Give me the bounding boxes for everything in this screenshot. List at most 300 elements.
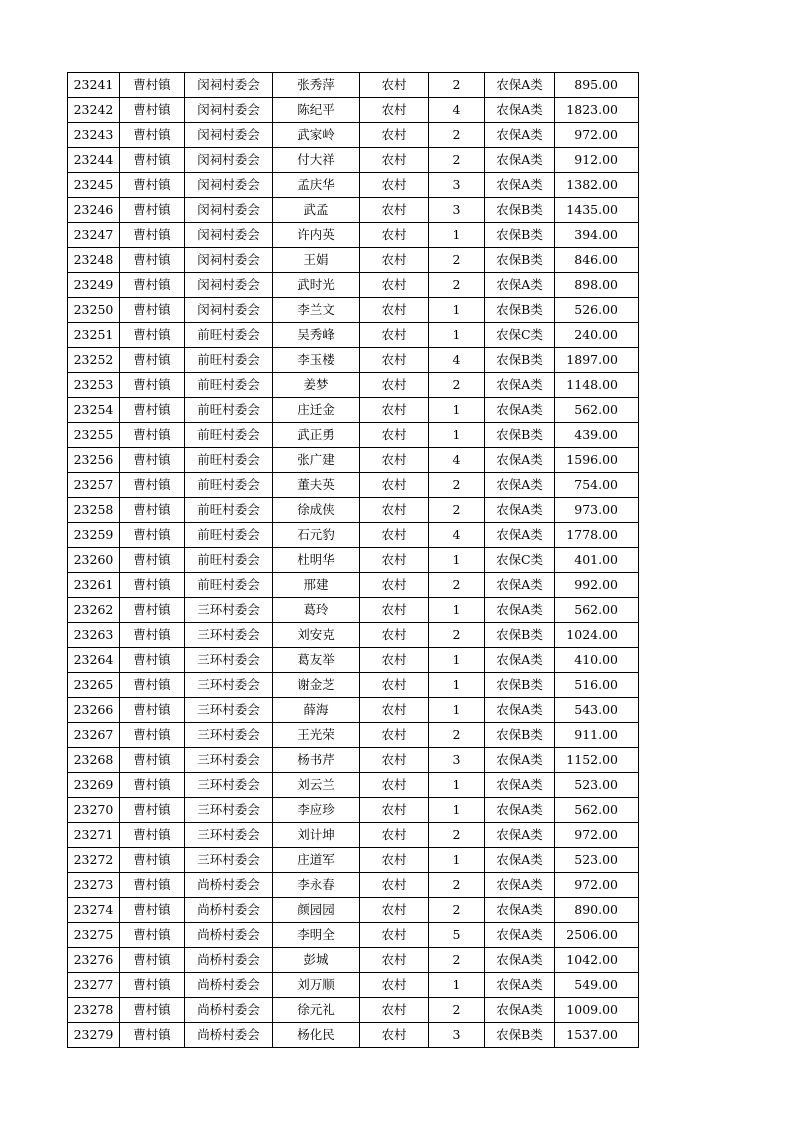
category-cell: 农保A类 bbox=[485, 98, 555, 123]
amount-cell: 549.00 bbox=[555, 973, 639, 998]
category-cell: 农保A类 bbox=[485, 123, 555, 148]
amount-cell: 972.00 bbox=[555, 873, 639, 898]
count-cell: 1 bbox=[429, 223, 485, 248]
residence-cell: 农村 bbox=[360, 798, 429, 823]
name-cell: 武时光 bbox=[273, 273, 360, 298]
category-cell: 农保A类 bbox=[485, 748, 555, 773]
name-cell: 杨书芹 bbox=[273, 748, 360, 773]
count-cell: 1 bbox=[429, 673, 485, 698]
town-cell: 曹村镇 bbox=[120, 548, 185, 573]
residence-cell: 农村 bbox=[360, 498, 429, 523]
amount-cell: 898.00 bbox=[555, 273, 639, 298]
village-cell: 闵祠村委会 bbox=[185, 98, 273, 123]
serial-cell: 23249 bbox=[68, 273, 120, 298]
amount-cell: 1778.00 bbox=[555, 523, 639, 548]
table-row bbox=[68, 198, 639, 223]
town-cell: 曹村镇 bbox=[120, 798, 185, 823]
residence-cell: 农村 bbox=[360, 573, 429, 598]
amount-cell: 394.00 bbox=[555, 223, 639, 248]
table-row bbox=[68, 1023, 639, 1048]
town-cell: 曹村镇 bbox=[120, 623, 185, 648]
town-cell: 曹村镇 bbox=[120, 723, 185, 748]
residence-cell: 农村 bbox=[360, 748, 429, 773]
category-cell: 农保A类 bbox=[485, 498, 555, 523]
table-row bbox=[68, 598, 639, 623]
residence-cell: 农村 bbox=[360, 523, 429, 548]
serial-cell: 23245 bbox=[68, 173, 120, 198]
name-cell: 徐元礼 bbox=[273, 998, 360, 1023]
category-cell: 农保B类 bbox=[485, 423, 555, 448]
category-cell: 农保A类 bbox=[485, 173, 555, 198]
count-cell: 1 bbox=[429, 423, 485, 448]
residence-cell: 农村 bbox=[360, 698, 429, 723]
amount-cell: 2506.00 bbox=[555, 923, 639, 948]
count-cell: 3 bbox=[429, 748, 485, 773]
table-row bbox=[68, 73, 639, 98]
category-cell: 农保B类 bbox=[485, 723, 555, 748]
name-cell: 张秀萍 bbox=[273, 73, 360, 98]
count-cell: 2 bbox=[429, 123, 485, 148]
amount-cell: 912.00 bbox=[555, 148, 639, 173]
count-cell: 2 bbox=[429, 248, 485, 273]
category-cell: 农保C类 bbox=[485, 548, 555, 573]
table-row bbox=[68, 398, 639, 423]
residence-cell: 农村 bbox=[360, 223, 429, 248]
name-cell: 庄迁金 bbox=[273, 398, 360, 423]
amount-cell: 1042.00 bbox=[555, 948, 639, 973]
count-cell: 1 bbox=[429, 323, 485, 348]
village-cell: 尚桥村委会 bbox=[185, 1023, 273, 1048]
town-cell: 曹村镇 bbox=[120, 923, 185, 948]
amount-cell: 1596.00 bbox=[555, 448, 639, 473]
name-cell: 王娟 bbox=[273, 248, 360, 273]
count-cell: 1 bbox=[429, 798, 485, 823]
residence-cell: 农村 bbox=[360, 248, 429, 273]
table-row bbox=[68, 548, 639, 573]
residence-cell: 农村 bbox=[360, 123, 429, 148]
serial-cell: 23242 bbox=[68, 98, 120, 123]
count-cell: 4 bbox=[429, 348, 485, 373]
village-cell: 尚桥村委会 bbox=[185, 898, 273, 923]
category-cell: 农保A类 bbox=[485, 398, 555, 423]
town-cell: 曹村镇 bbox=[120, 123, 185, 148]
table-row bbox=[68, 348, 639, 373]
village-cell: 三环村委会 bbox=[185, 748, 273, 773]
town-cell: 曹村镇 bbox=[120, 698, 185, 723]
town-cell: 曹村镇 bbox=[120, 598, 185, 623]
town-cell: 曹村镇 bbox=[120, 473, 185, 498]
village-cell: 前旺村委会 bbox=[185, 323, 273, 348]
amount-cell: 240.00 bbox=[555, 323, 639, 348]
name-cell: 庄道军 bbox=[273, 848, 360, 873]
category-cell: 农保B类 bbox=[485, 623, 555, 648]
name-cell: 李明全 bbox=[273, 923, 360, 948]
town-cell: 曹村镇 bbox=[120, 948, 185, 973]
residence-cell: 农村 bbox=[360, 773, 429, 798]
residence-cell: 农村 bbox=[360, 898, 429, 923]
category-cell: 农保A类 bbox=[485, 698, 555, 723]
name-cell: 谢金芝 bbox=[273, 673, 360, 698]
table-row bbox=[68, 873, 639, 898]
residence-cell: 农村 bbox=[360, 873, 429, 898]
table-row bbox=[68, 948, 639, 973]
town-cell: 曹村镇 bbox=[120, 298, 185, 323]
amount-cell: 410.00 bbox=[555, 648, 639, 673]
village-cell: 前旺村委会 bbox=[185, 548, 273, 573]
category-cell: 农保B类 bbox=[485, 673, 555, 698]
town-cell: 曹村镇 bbox=[120, 648, 185, 673]
count-cell: 2 bbox=[429, 623, 485, 648]
count-cell: 2 bbox=[429, 498, 485, 523]
name-cell: 陈纪平 bbox=[273, 98, 360, 123]
town-cell: 曹村镇 bbox=[120, 748, 185, 773]
table-row bbox=[68, 523, 639, 548]
count-cell: 4 bbox=[429, 98, 485, 123]
count-cell: 3 bbox=[429, 173, 485, 198]
town-cell: 曹村镇 bbox=[120, 498, 185, 523]
residence-cell: 农村 bbox=[360, 173, 429, 198]
residence-cell: 农村 bbox=[360, 623, 429, 648]
name-cell: 李兰文 bbox=[273, 298, 360, 323]
serial-cell: 23246 bbox=[68, 198, 120, 223]
count-cell: 2 bbox=[429, 148, 485, 173]
category-cell: 农保A类 bbox=[485, 923, 555, 948]
name-cell: 刘云兰 bbox=[273, 773, 360, 798]
table-row bbox=[68, 323, 639, 348]
count-cell: 1 bbox=[429, 298, 485, 323]
category-cell: 农保A类 bbox=[485, 598, 555, 623]
residence-cell: 农村 bbox=[360, 348, 429, 373]
residence-cell: 农村 bbox=[360, 98, 429, 123]
residence-cell: 农村 bbox=[360, 273, 429, 298]
serial-cell: 23250 bbox=[68, 298, 120, 323]
data-table bbox=[67, 72, 639, 1048]
amount-cell: 1435.00 bbox=[555, 198, 639, 223]
category-cell: 农保A类 bbox=[485, 523, 555, 548]
name-cell: 彭城 bbox=[273, 948, 360, 973]
serial-cell: 23260 bbox=[68, 548, 120, 573]
town-cell: 曹村镇 bbox=[120, 848, 185, 873]
village-cell: 前旺村委会 bbox=[185, 523, 273, 548]
amount-cell: 562.00 bbox=[555, 598, 639, 623]
serial-cell: 23254 bbox=[68, 398, 120, 423]
name-cell: 李永春 bbox=[273, 873, 360, 898]
amount-cell: 1152.00 bbox=[555, 748, 639, 773]
amount-cell: 1148.00 bbox=[555, 373, 639, 398]
village-cell: 三环村委会 bbox=[185, 848, 273, 873]
town-cell: 曹村镇 bbox=[120, 173, 185, 198]
village-cell: 闵祠村委会 bbox=[185, 223, 273, 248]
serial-cell: 23271 bbox=[68, 823, 120, 848]
residence-cell: 农村 bbox=[360, 298, 429, 323]
table-row bbox=[68, 648, 639, 673]
village-cell: 前旺村委会 bbox=[185, 448, 273, 473]
category-cell: 农保A类 bbox=[485, 973, 555, 998]
residence-cell: 农村 bbox=[360, 673, 429, 698]
village-cell: 三环村委会 bbox=[185, 823, 273, 848]
town-cell: 曹村镇 bbox=[120, 348, 185, 373]
count-cell: 1 bbox=[429, 698, 485, 723]
residence-cell: 农村 bbox=[360, 823, 429, 848]
village-cell: 三环村委会 bbox=[185, 648, 273, 673]
amount-cell: 972.00 bbox=[555, 123, 639, 148]
count-cell: 3 bbox=[429, 1023, 485, 1048]
table-row bbox=[68, 673, 639, 698]
count-cell: 4 bbox=[429, 523, 485, 548]
amount-cell: 846.00 bbox=[555, 248, 639, 273]
table-row bbox=[68, 123, 639, 148]
village-cell: 闵祠村委会 bbox=[185, 73, 273, 98]
serial-cell: 23248 bbox=[68, 248, 120, 273]
town-cell: 曹村镇 bbox=[120, 873, 185, 898]
count-cell: 1 bbox=[429, 848, 485, 873]
town-cell: 曹村镇 bbox=[120, 898, 185, 923]
name-cell: 武家岭 bbox=[273, 123, 360, 148]
serial-cell: 23244 bbox=[68, 148, 120, 173]
amount-cell: 972.00 bbox=[555, 823, 639, 848]
village-cell: 闵祠村委会 bbox=[185, 173, 273, 198]
serial-cell: 23267 bbox=[68, 723, 120, 748]
amount-cell: 1382.00 bbox=[555, 173, 639, 198]
serial-cell: 23270 bbox=[68, 798, 120, 823]
table-row bbox=[68, 98, 639, 123]
count-cell: 2 bbox=[429, 373, 485, 398]
table-row bbox=[68, 973, 639, 998]
serial-cell: 23255 bbox=[68, 423, 120, 448]
table-row bbox=[68, 173, 639, 198]
category-cell: 农保A类 bbox=[485, 848, 555, 873]
category-cell: 农保A类 bbox=[485, 273, 555, 298]
category-cell: 农保B类 bbox=[485, 223, 555, 248]
serial-cell: 23256 bbox=[68, 448, 120, 473]
serial-cell: 23259 bbox=[68, 523, 120, 548]
category-cell: 农保A类 bbox=[485, 798, 555, 823]
residence-cell: 农村 bbox=[360, 398, 429, 423]
village-cell: 尚桥村委会 bbox=[185, 923, 273, 948]
serial-cell: 23277 bbox=[68, 973, 120, 998]
town-cell: 曹村镇 bbox=[120, 273, 185, 298]
serial-cell: 23276 bbox=[68, 948, 120, 973]
amount-cell: 1009.00 bbox=[555, 998, 639, 1023]
village-cell: 三环村委会 bbox=[185, 773, 273, 798]
name-cell: 石元豹 bbox=[273, 523, 360, 548]
category-cell: 农保B类 bbox=[485, 298, 555, 323]
count-cell: 2 bbox=[429, 948, 485, 973]
residence-cell: 农村 bbox=[360, 998, 429, 1023]
town-cell: 曹村镇 bbox=[120, 398, 185, 423]
residence-cell: 农村 bbox=[360, 848, 429, 873]
amount-cell: 401.00 bbox=[555, 548, 639, 573]
serial-cell: 23266 bbox=[68, 698, 120, 723]
town-cell: 曹村镇 bbox=[120, 673, 185, 698]
count-cell: 2 bbox=[429, 273, 485, 298]
village-cell: 闵祠村委会 bbox=[185, 123, 273, 148]
category-cell: 农保A类 bbox=[485, 823, 555, 848]
count-cell: 1 bbox=[429, 598, 485, 623]
table-row bbox=[68, 498, 639, 523]
category-cell: 农保A类 bbox=[485, 648, 555, 673]
name-cell: 薛海 bbox=[273, 698, 360, 723]
residence-cell: 农村 bbox=[360, 473, 429, 498]
name-cell: 杜明华 bbox=[273, 548, 360, 573]
table-row bbox=[68, 373, 639, 398]
category-cell: 农保B类 bbox=[485, 198, 555, 223]
table-row bbox=[68, 848, 639, 873]
category-cell: 农保A类 bbox=[485, 898, 555, 923]
serial-cell: 23263 bbox=[68, 623, 120, 648]
town-cell: 曹村镇 bbox=[120, 98, 185, 123]
name-cell: 徐成侠 bbox=[273, 498, 360, 523]
table-row bbox=[68, 273, 639, 298]
count-cell: 2 bbox=[429, 898, 485, 923]
town-cell: 曹村镇 bbox=[120, 523, 185, 548]
residence-cell: 农村 bbox=[360, 923, 429, 948]
amount-cell: 1024.00 bbox=[555, 623, 639, 648]
residence-cell: 农村 bbox=[360, 323, 429, 348]
amount-cell: 1537.00 bbox=[555, 1023, 639, 1048]
amount-cell: 562.00 bbox=[555, 398, 639, 423]
table-row bbox=[68, 448, 639, 473]
serial-cell: 23274 bbox=[68, 898, 120, 923]
count-cell: 1 bbox=[429, 648, 485, 673]
name-cell: 孟庆华 bbox=[273, 173, 360, 198]
name-cell: 邢建 bbox=[273, 573, 360, 598]
category-cell: 农保A类 bbox=[485, 948, 555, 973]
village-cell: 前旺村委会 bbox=[185, 423, 273, 448]
table-row bbox=[68, 473, 639, 498]
name-cell: 武孟 bbox=[273, 198, 360, 223]
count-cell: 2 bbox=[429, 823, 485, 848]
residence-cell: 农村 bbox=[360, 973, 429, 998]
serial-cell: 23278 bbox=[68, 998, 120, 1023]
count-cell: 1 bbox=[429, 548, 485, 573]
town-cell: 曹村镇 bbox=[120, 998, 185, 1023]
category-cell: 农保A类 bbox=[485, 73, 555, 98]
village-cell: 尚桥村委会 bbox=[185, 873, 273, 898]
count-cell: 2 bbox=[429, 723, 485, 748]
table-row bbox=[68, 998, 639, 1023]
category-cell: 农保A类 bbox=[485, 373, 555, 398]
table-row bbox=[68, 148, 639, 173]
village-cell: 前旺村委会 bbox=[185, 473, 273, 498]
name-cell: 张广建 bbox=[273, 448, 360, 473]
village-cell: 三环村委会 bbox=[185, 798, 273, 823]
name-cell: 刘万顺 bbox=[273, 973, 360, 998]
town-cell: 曹村镇 bbox=[120, 1023, 185, 1048]
residence-cell: 农村 bbox=[360, 148, 429, 173]
category-cell: 农保B类 bbox=[485, 1023, 555, 1048]
village-cell: 三环村委会 bbox=[185, 598, 273, 623]
name-cell: 董夫英 bbox=[273, 473, 360, 498]
serial-cell: 23279 bbox=[68, 1023, 120, 1048]
village-cell: 闵祠村委会 bbox=[185, 198, 273, 223]
table-row bbox=[68, 798, 639, 823]
residence-cell: 农村 bbox=[360, 73, 429, 98]
village-cell: 闵祠村委会 bbox=[185, 248, 273, 273]
count-cell: 2 bbox=[429, 873, 485, 898]
count-cell: 3 bbox=[429, 198, 485, 223]
serial-cell: 23241 bbox=[68, 73, 120, 98]
category-cell: 农保A类 bbox=[485, 573, 555, 598]
name-cell: 颜园园 bbox=[273, 898, 360, 923]
village-cell: 前旺村委会 bbox=[185, 498, 273, 523]
amount-cell: 911.00 bbox=[555, 723, 639, 748]
residence-cell: 农村 bbox=[360, 598, 429, 623]
count-cell: 2 bbox=[429, 998, 485, 1023]
table-row bbox=[68, 723, 639, 748]
town-cell: 曹村镇 bbox=[120, 423, 185, 448]
town-cell: 曹村镇 bbox=[120, 823, 185, 848]
amount-cell: 992.00 bbox=[555, 573, 639, 598]
table-row bbox=[68, 823, 639, 848]
serial-cell: 23268 bbox=[68, 748, 120, 773]
amount-cell: 1823.00 bbox=[555, 98, 639, 123]
category-cell: 农保B类 bbox=[485, 248, 555, 273]
count-cell: 2 bbox=[429, 73, 485, 98]
village-cell: 前旺村委会 bbox=[185, 398, 273, 423]
table-row bbox=[68, 923, 639, 948]
residence-cell: 农村 bbox=[360, 198, 429, 223]
town-cell: 曹村镇 bbox=[120, 323, 185, 348]
amount-cell: 523.00 bbox=[555, 848, 639, 873]
amount-cell: 516.00 bbox=[555, 673, 639, 698]
village-cell: 闵祠村委会 bbox=[185, 298, 273, 323]
table-row bbox=[68, 773, 639, 798]
serial-cell: 23247 bbox=[68, 223, 120, 248]
town-cell: 曹村镇 bbox=[120, 248, 185, 273]
town-cell: 曹村镇 bbox=[120, 73, 185, 98]
residence-cell: 农村 bbox=[360, 1023, 429, 1048]
town-cell: 曹村镇 bbox=[120, 373, 185, 398]
amount-cell: 523.00 bbox=[555, 773, 639, 798]
residence-cell: 农村 bbox=[360, 948, 429, 973]
serial-cell: 23257 bbox=[68, 473, 120, 498]
table-row bbox=[68, 898, 639, 923]
name-cell: 刘计坤 bbox=[273, 823, 360, 848]
category-cell: 农保A类 bbox=[485, 773, 555, 798]
town-cell: 曹村镇 bbox=[120, 973, 185, 998]
serial-cell: 23273 bbox=[68, 873, 120, 898]
serial-cell: 23275 bbox=[68, 923, 120, 948]
town-cell: 曹村镇 bbox=[120, 448, 185, 473]
category-cell: 农保A类 bbox=[485, 473, 555, 498]
count-cell: 2 bbox=[429, 573, 485, 598]
amount-cell: 526.00 bbox=[555, 298, 639, 323]
residence-cell: 农村 bbox=[360, 448, 429, 473]
village-cell: 闵祠村委会 bbox=[185, 148, 273, 173]
town-cell: 曹村镇 bbox=[120, 198, 185, 223]
village-cell: 三环村委会 bbox=[185, 673, 273, 698]
amount-cell: 890.00 bbox=[555, 898, 639, 923]
serial-cell: 23264 bbox=[68, 648, 120, 673]
serial-cell: 23252 bbox=[68, 348, 120, 373]
amount-cell: 973.00 bbox=[555, 498, 639, 523]
category-cell: 农保C类 bbox=[485, 323, 555, 348]
count-cell: 4 bbox=[429, 448, 485, 473]
village-cell: 三环村委会 bbox=[185, 698, 273, 723]
amount-cell: 543.00 bbox=[555, 698, 639, 723]
table-row bbox=[68, 748, 639, 773]
category-cell: 农保A类 bbox=[485, 873, 555, 898]
category-cell: 农保A类 bbox=[485, 448, 555, 473]
table-row bbox=[68, 423, 639, 448]
serial-cell: 23243 bbox=[68, 123, 120, 148]
name-cell: 吴秀峰 bbox=[273, 323, 360, 348]
name-cell: 葛友举 bbox=[273, 648, 360, 673]
amount-cell: 439.00 bbox=[555, 423, 639, 448]
category-cell: 农保A类 bbox=[485, 148, 555, 173]
table-row bbox=[68, 298, 639, 323]
